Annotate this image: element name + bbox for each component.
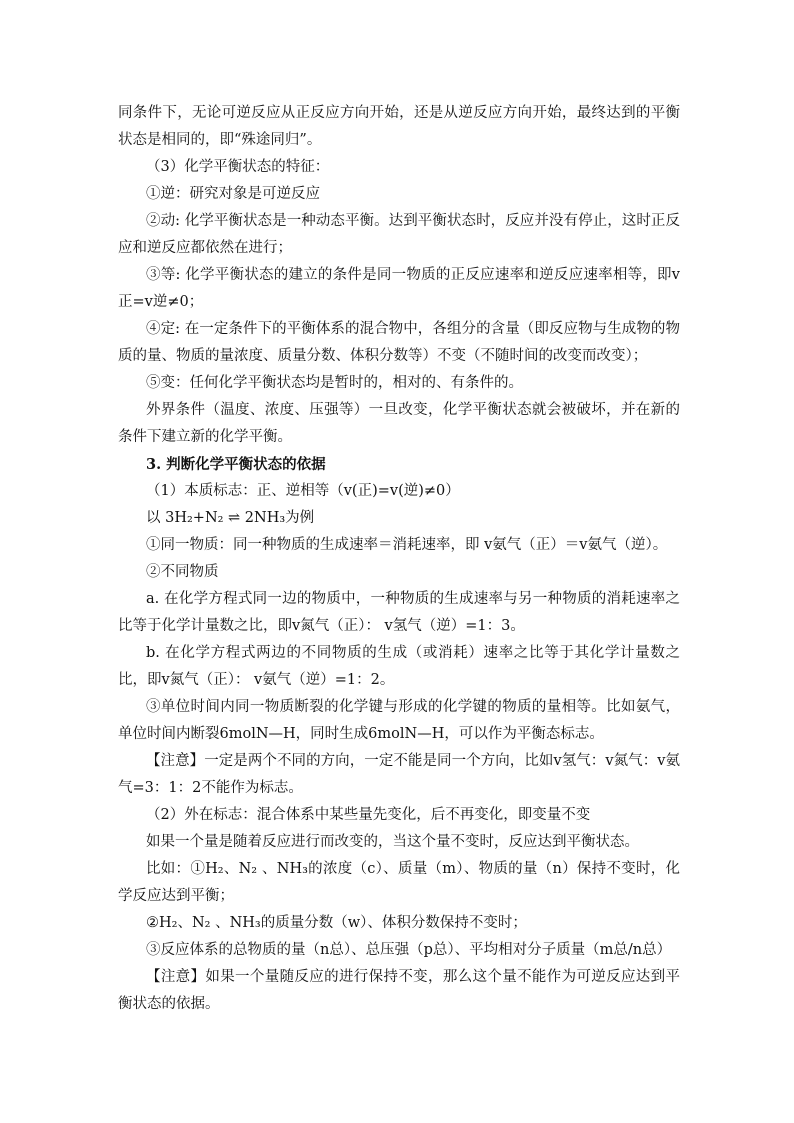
paragraph: ②H₂、N₂ 、NH₃的质量分数（w）、体积分数保持不变时； — [146, 915, 527, 931]
paragraph: （2）外在标志：混合体系中某些量先变化，后不再变化，即变量不变 — [146, 807, 591, 823]
section-heading: 3. 判断化学平衡状态的依据 — [146, 456, 326, 473]
paragraph: （3）化学平衡状态的特征： — [146, 159, 330, 175]
paragraph: b. 在化学方程式两边的不同物质的生成（或消耗）速率之比等于其化学计量数之比，即v氮气（正）： v氨气（逆）=1：2。 — [118, 645, 680, 688]
paragraph: （1）本质标志：正、逆相等（v(正)=v(逆)≠0） — [146, 483, 460, 499]
paragraph: ①同一物质：同一种物质的生成速率＝消耗速率，即 v氨气（正）＝v氨气（逆）。 — [146, 537, 668, 553]
paragraph: 如果一个量是随着反应进行而改变的，当这个量不变时，反应达到平衡状态。 — [146, 834, 639, 850]
paragraph: ③反应体系的总物质的量（n总）、总压强（p总）、平均相对分子质量（m总/n总） — [146, 942, 672, 958]
paragraph: 同条件下，无论可逆反应从正反应方向开始，还是从逆反应方向开始，最终达到的平衡状态是相同的，即“殊途同归”。 — [118, 105, 680, 148]
paragraph: ⑤变：任何化学平衡状态均是暂时的，相对的、有条件的。 — [146, 375, 523, 391]
paragraph: 外界条件（温度、浓度、压强等）一旦改变，化学平衡状态就会被破坏，并在新的条件下建立新的化学平衡。 — [118, 402, 680, 445]
paragraph: ③单位时间内同一物质断裂的化学键与形成的化学键的物质的量相等。比如氨气，单位时间内断裂6molN—H，同时生成6molN—H，可以作为平衡态标志。 — [118, 699, 680, 742]
paragraph: ②不同物质 — [146, 564, 219, 580]
paragraph: a. 在化学方程式同一边的物质中，一种物质的生成速率与另一种物质的消耗速率之比等于化学计量数之比，即v氮气（正）： v氢气（逆）=1：3。 — [118, 591, 680, 634]
note-paragraph: 【注意】一定是两个不同的方向，一定不能是同一个方向，比如v氢气：v氮气：v氨气=3：1：2不能作为标志。 — [118, 753, 680, 796]
paragraph: ③等: 化学平衡状态的建立的条件是同一物质的正反应速率和逆反应速率相等，即v正=v逆≠0； — [118, 267, 680, 310]
note-paragraph: 【注意】如果一个量随反应的进行保持不变，那么这个量不能作为可逆反应达到平衡状态的依据。 — [118, 969, 680, 1012]
paragraph: ④定: 在一定条件下的平衡体系的混合物中，各组分的含量（即反应物与生成物的物质的量、物质的量浓度、质量分数、体积分数等）不变（不随时间的改变而改变）； — [118, 321, 680, 364]
paragraph: ②动: 化学平衡状态是一种动态平衡。达到平衡状态时，反应并没有停止，这时正反应和逆反应都依然在进行； — [118, 213, 680, 256]
equation-line: 以 3H₂+N₂ ⇌ 2NH₃为例 — [146, 510, 315, 526]
document-body — [118, 100, 680, 1018]
paragraph: ①逆：研究对象是可逆反应 — [146, 186, 320, 202]
paragraph: 比如：①H₂、N₂ 、NH₃的浓度（c）、质量（m）、物质的量（n）保持不变时，化学反应达到平衡； — [118, 861, 680, 904]
